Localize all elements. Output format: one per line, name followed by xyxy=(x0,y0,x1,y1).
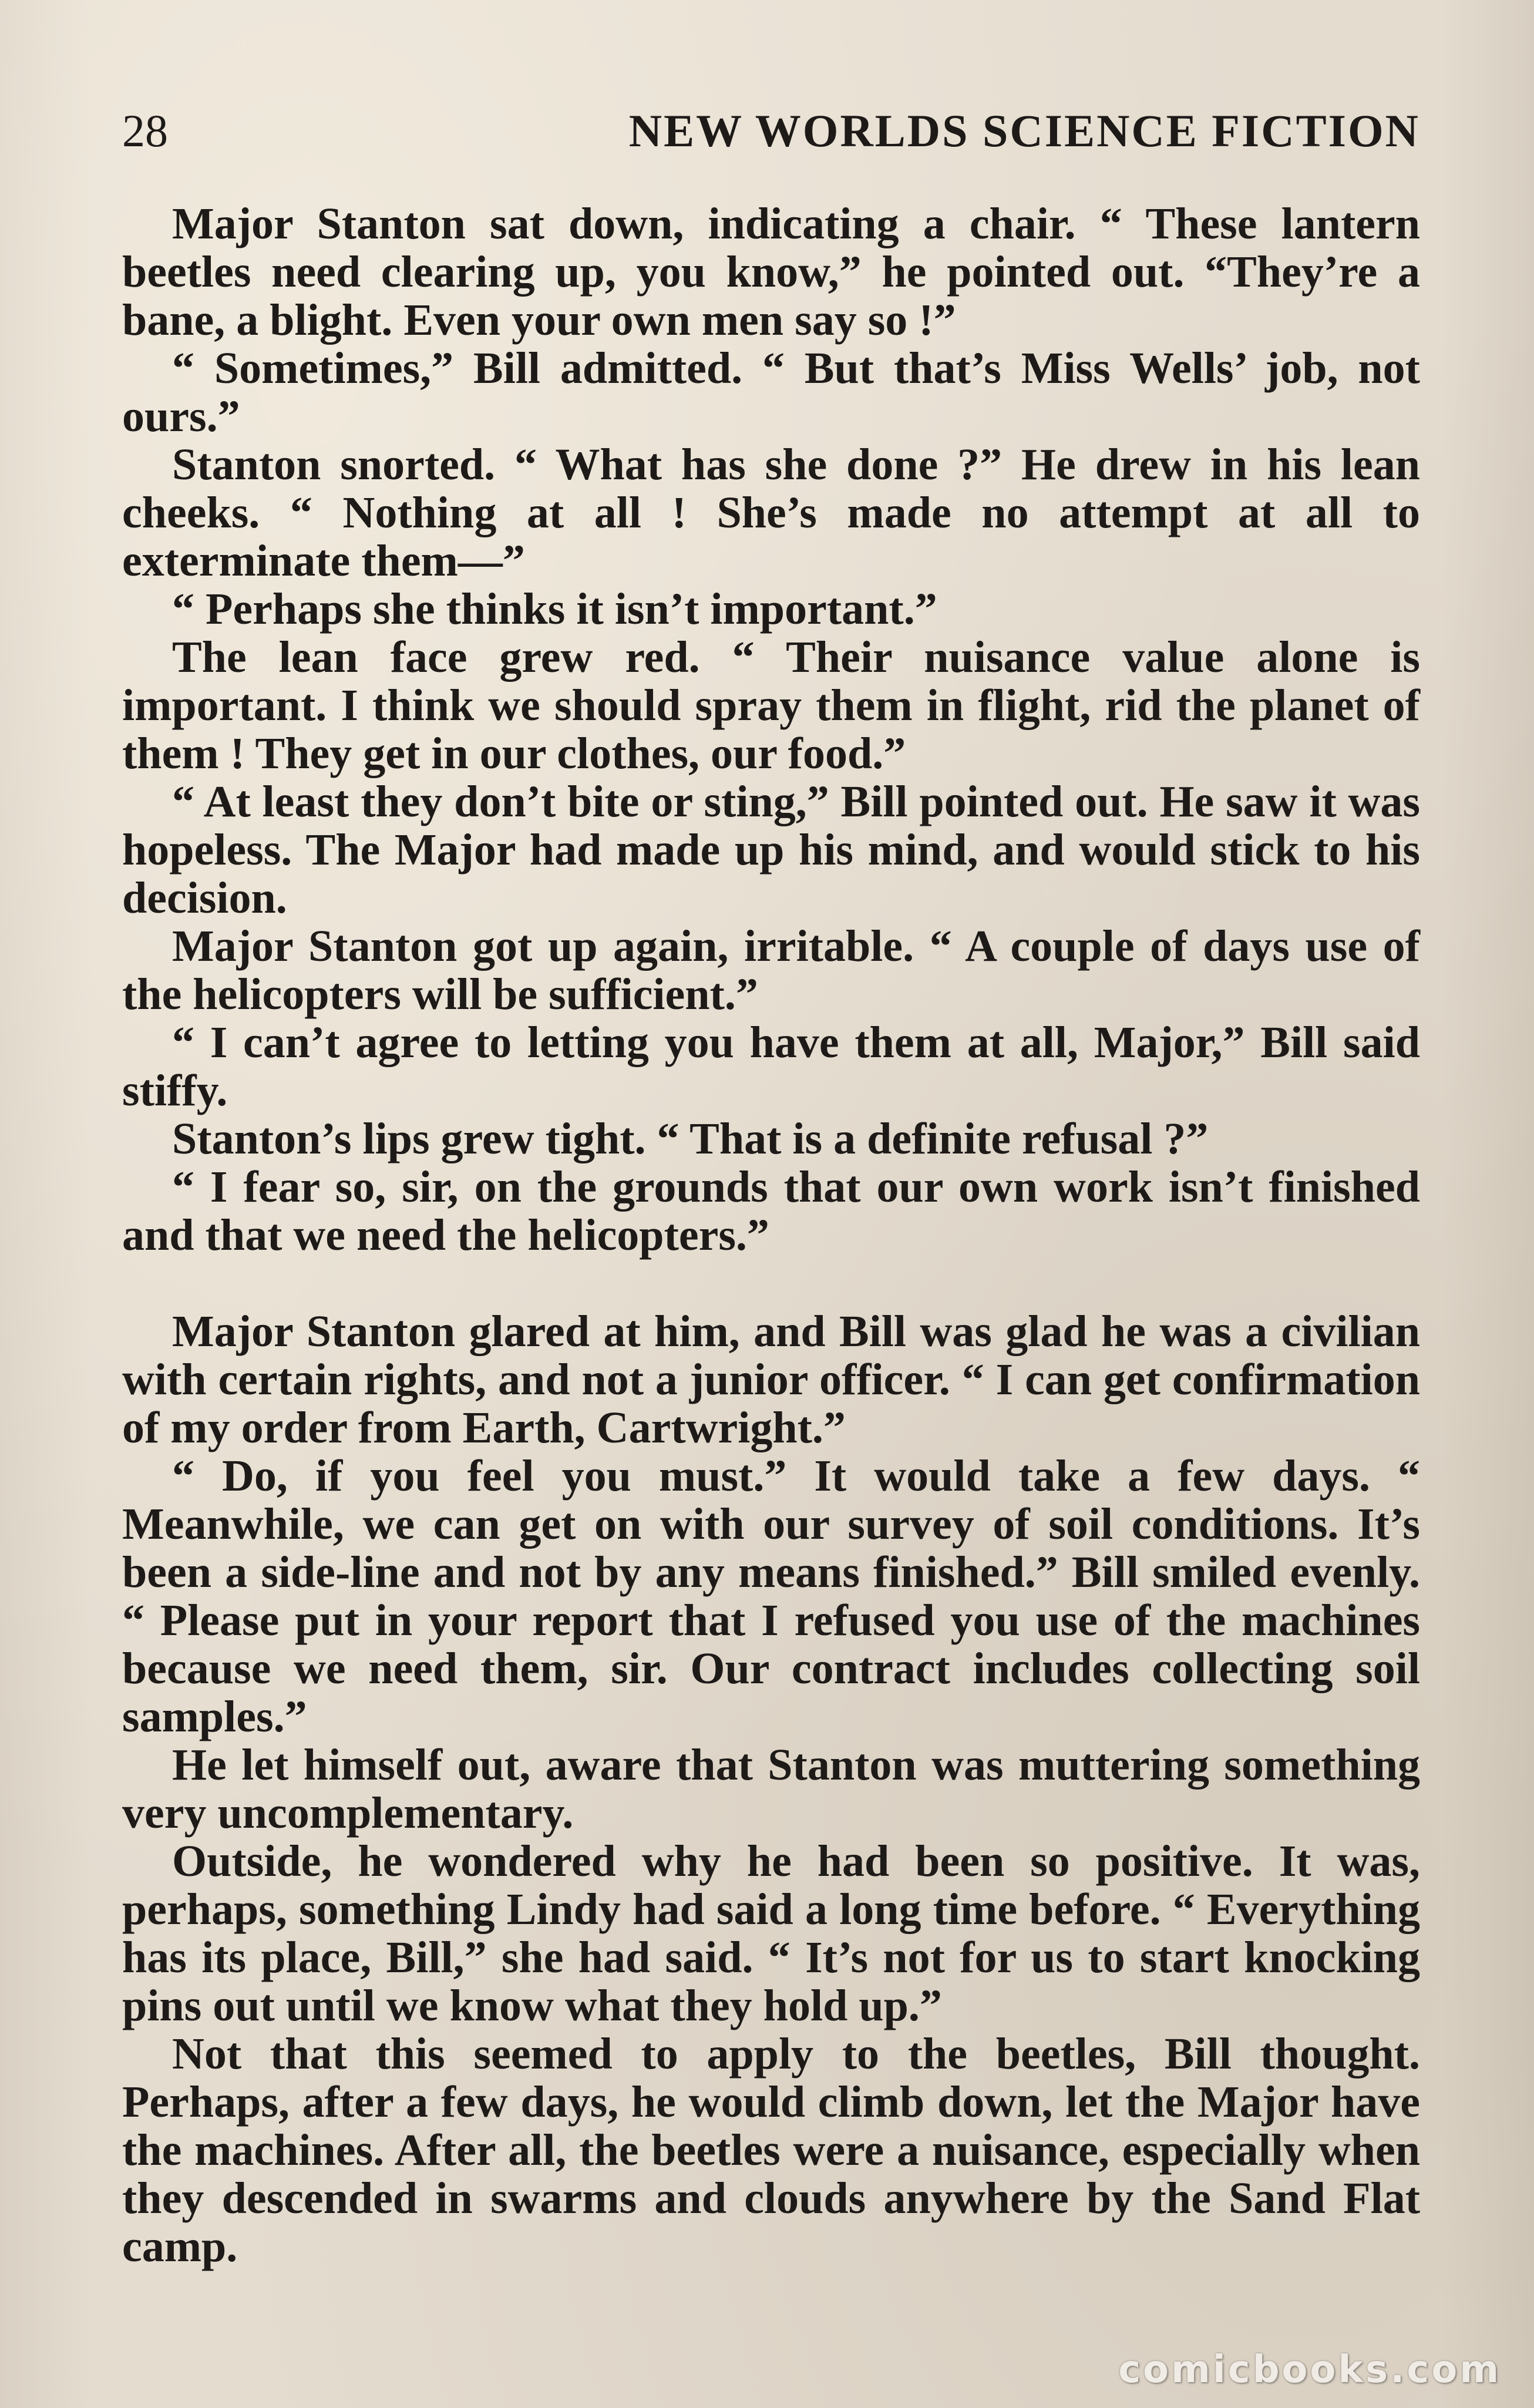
paragraph: Major Stanton glared at him, and Bill was glad he was a civilian with certain rights, and not a junior officer. “ I can get confirmation of my order from Earth, Cartwright.” xyxy=(122,1307,1420,1452)
story-text xyxy=(122,200,1420,2271)
watermark: comicbooks.com xyxy=(1118,2348,1501,2392)
paragraph: Major Stanton sat down, indicating a chair. “ These lantern beetles need clearing up, you know,” he pointed out. “They’re a bane, a blight. Even your own men say so !” xyxy=(122,199,1420,345)
paragraph: He let himself out, aware that Stanton was muttering something very uncomplementary. xyxy=(122,1740,1420,1838)
paragraph: The lean face grew red. “ Their nuisance value alone is important. I think we should spray them in flight, rid the planet of them ! They get in our clothes, our food.” xyxy=(122,633,1420,778)
paragraph: “ Perhaps she thinks it isn’t important.” xyxy=(172,584,937,634)
paragraph: Stanton’s lips grew tight. “ That is a definite refusal ?” xyxy=(172,1114,1209,1163)
paragraph: “ I fear so, sir, on the grounds that our own work isn’t finished and that we need the helicopters.” xyxy=(122,1162,1420,1260)
page-number: 28 xyxy=(122,105,168,156)
paragraph: Not that this seemed to apply to the beetles, Bill thought. Perhaps, after a few days, he would climb down, let the Major have the machines. After all, the beetles were a nuisance, especially when they descended in swarms and clouds anywhere by the Sand Flat camp. xyxy=(122,2029,1420,2271)
paragraph: “ At least they don’t bite or sting,” Bill pointed out. He saw it was hopeless. The Major had made up his mind, and would stick to his decision. xyxy=(122,777,1420,923)
paragraph: “ Do, if you feel you must.” It would take a few days. “ Meanwhile, we can get on with our survey of soil conditions. It’s been a side-line and not by any means finished.” Bill smiled evenly. “ Please put in your report that I refused you use of the machines because we need them, sir. Our contract includes collecting soil samples.” xyxy=(122,1451,1420,1741)
page-header xyxy=(122,99,1420,163)
paragraph: Stanton snorted. “ What has she done ?” He drew in his lean cheeks. “ Nothing at all ! She’s made no attempt at all to exterminate them—” xyxy=(122,440,1420,586)
paragraph: “ I can’t agree to letting you have them at all, Major,” Bill said stiffy. xyxy=(122,1018,1420,1115)
paragraph: Outside, he wondered why he had been so positive. It was, perhaps, something Lindy had said a long time before. “ Everything has its place, Bill,” she had said. “ It’s not for us to start knocking pins out until we know what they hold up.” xyxy=(122,1837,1420,2030)
paragraph: “ Sometimes,” Bill admitted. “ But that’s Miss Wells’ job, not ours.” xyxy=(122,344,1420,441)
running-head: NEW WORLDS SCIENCE FICTION xyxy=(628,105,1420,156)
paragraph: Major Stanton got up again, irritable. “ A couple of days use of the helicopters will be sufficient.” xyxy=(122,922,1420,1019)
